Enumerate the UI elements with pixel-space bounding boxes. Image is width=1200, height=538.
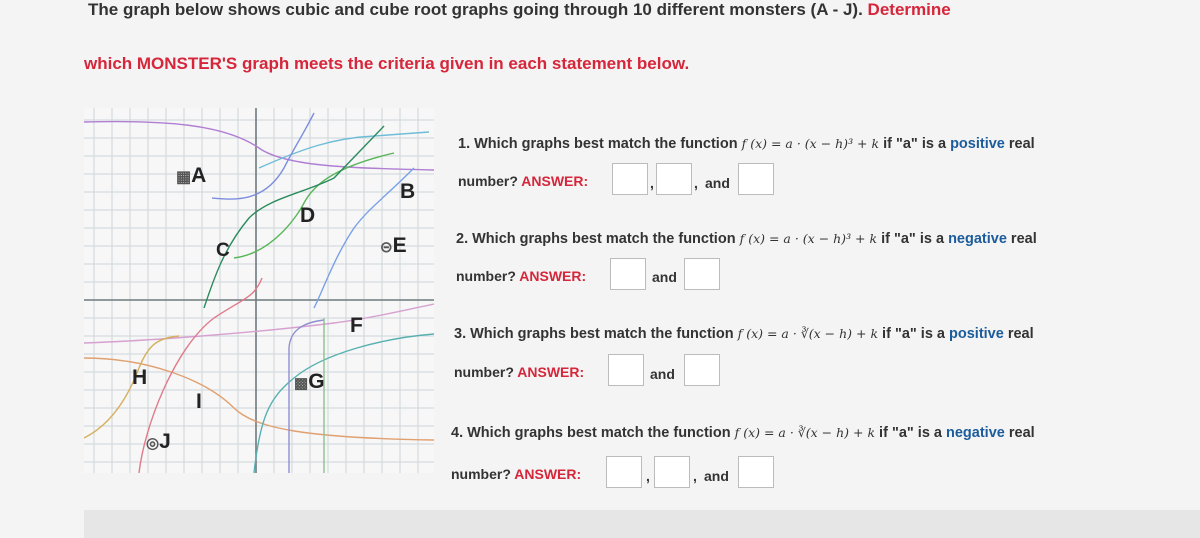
question-4-formula: f (x) = a · ∛(x − h) + k [734,425,876,440]
question-2-keyword: negative [948,231,1007,247]
monster-d [300,204,315,228]
answer-1-prefix: number? [458,173,522,189]
monster-g-label: G [308,370,325,393]
question-4-keyword: negative [946,425,1005,441]
answer-2-label: ANSWER: [519,268,587,284]
question-4-end: real [1004,425,1035,441]
monster-d-label: D [300,204,316,227]
monster-i [196,390,202,414]
monster-b [400,180,415,204]
answer-1-label: ANSWER: [521,173,589,189]
question-2-formula: f (x) = a · (x − h)³ + k [739,231,878,246]
question-3-end: real [1003,326,1034,342]
answer-1-and: and [705,175,730,191]
monster-f-label: F [350,314,363,337]
instructions-text: The graph below shows cubic and cube root graphs going through 10 different monsters (A - J). [88,0,868,19]
question-2-end: real [1006,231,1037,247]
answer-4-prefix: number? [451,466,515,482]
answer-3-box-2[interactable] [684,354,720,386]
answer-1-prompt [458,173,588,189]
instructions-line-2: which MONSTER'S graph meets the criteria given in each statement below. [84,54,690,73]
answer-2-box-1[interactable] [610,258,646,290]
monster-g: ▩G [294,370,325,393]
answer-3-prefix: number? [454,364,518,380]
monster-j: ◎J [146,430,171,453]
monster-c [216,240,230,262]
answer-4-label: ANSWER: [514,466,582,482]
monster-graph [84,108,434,473]
question-3-tail: if "a" is a [878,326,950,342]
monster-h-label: H [132,366,148,389]
instructions-emphasis: Determine [867,0,951,19]
bottom-strip [84,510,1200,538]
answer-4-comma-1: , [646,468,650,484]
question-3-lead: 3. Which graphs best match the function [454,326,738,342]
monster-i-label: I [196,390,202,413]
monster-c-label: C [216,240,230,261]
answer-2-and: and [652,269,677,285]
answer-2-box-2[interactable] [684,258,720,290]
question-2-tail: if "a" is a [877,231,949,247]
question-2-lead: 2. Which graphs best match the function [456,231,740,247]
answer-2-prefix: number? [456,268,520,284]
answer-3-label: ANSWER: [517,364,585,380]
question-4 [451,425,1035,441]
answer-4-and: and [704,468,729,484]
answer-4-box-2[interactable] [654,456,690,488]
question-4-tail: if "a" is a [875,425,947,441]
answer-3-prompt [454,364,584,380]
instructions-line-1 [88,0,951,20]
monster-e-label: E [392,234,407,257]
monster-b-label: B [400,180,416,203]
question-1-lead: 1. Which graphs best match the function [458,136,742,152]
answer-1-comma-2: , [694,175,698,191]
monster-a-label: A [191,164,207,187]
question-1-tail: if "a" is a [879,136,951,152]
graph-canvas [84,108,434,473]
monster-h [132,366,147,390]
monster-e: ⊝E [380,234,407,257]
answer-4-box-3[interactable] [738,456,774,488]
answer-1-box-2[interactable] [656,163,692,195]
graph-grid [84,108,434,473]
answer-3-and: and [650,366,675,382]
question-3-keyword: positive [949,326,1004,342]
answer-4-box-1[interactable] [606,456,642,488]
question-3-formula: f (x) = a · ∛(x − h) + k [737,326,879,341]
monster-a: ▦A [176,164,207,187]
question-1-keyword: positive [950,136,1005,152]
answer-4-comma-2: , [693,468,697,484]
question-1 [458,136,1035,152]
answer-3-box-1[interactable] [608,354,644,386]
monster-j-label: J [159,430,171,453]
question-3 [454,326,1034,342]
question-2 [456,231,1037,247]
question-4-lead: 4. Which graphs best match the function [451,425,735,441]
question-1-end: real [1004,136,1035,152]
question-1-formula: f (x) = a · (x − h)³ + k [741,136,880,151]
answer-1-box-3[interactable] [738,163,774,195]
answer-2-prompt [456,268,586,284]
answer-1-comma-1: , [650,175,654,191]
monster-f [350,314,363,338]
answer-1-box-1[interactable] [612,163,648,195]
answer-4-prompt [451,466,581,482]
